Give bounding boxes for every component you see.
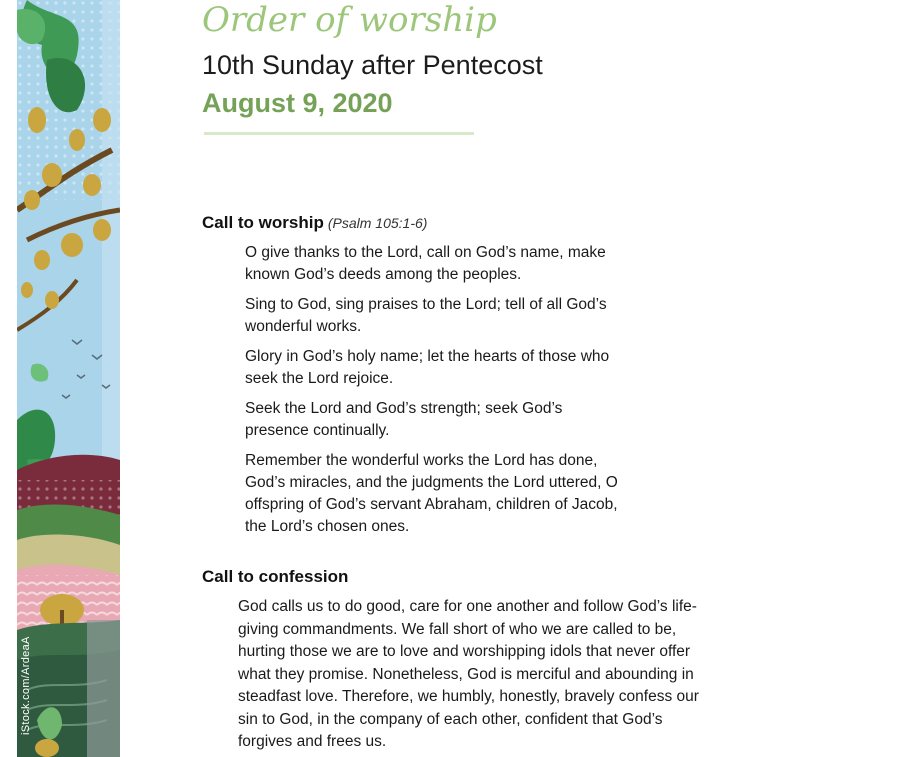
call-to-worship-label: Call to worship (202, 213, 324, 232)
verse-3: Glory in God’s holy name; let the hearts of those who seek the Lord rejoice. (245, 348, 610, 387)
psalm-reference: (Psalm 105:1-6) (327, 215, 428, 231)
verse-1: O give thanks to the Lord, call on God’s name, make known God’s deeds among the peoples. (245, 244, 606, 283)
service-subtitle: 10th Sunday after Pentecost (202, 50, 543, 80)
verse-4: Seek the Lord and God’s strength; seek God’s presence continually. (245, 400, 563, 439)
nature-illustration-graphic (17, 0, 120, 757)
call-to-worship-heading (202, 212, 427, 234)
photo-credit: iStock.com/ArdeaA (20, 636, 32, 735)
service-date: August 9, 2020 (202, 88, 393, 118)
header-divider (204, 132, 474, 135)
order-of-worship-title: Order of worship (202, 0, 497, 40)
decorative-illustration (17, 0, 120, 757)
call-to-worship-verses (245, 242, 665, 546)
verse-2: Sing to God, sing praises to the Lord; tell of all God’s wonderful works. (245, 296, 607, 335)
call-to-confession-heading: Call to confession (202, 567, 349, 586)
verse-5: Remember the wonderful works the Lord has done, God’s miracles, and the judgments the Lord uttered, O offspring of God’s servant Abraham, children of Jacob, the Lord’s chosen ones. (245, 452, 618, 535)
call-to-confession-text: God calls us to do good, care for one another and follow God’s life-giving commandments. We fall short of who we are called to be, hurting those we are to love and worshipping idols that never offer what they promise. Nonetheless, God is merciful and abounding in steadfast love. Therefore, we humbly, honestly, bravely confess our sin to God, in the company of each other, confident that God’s forgives and frees us. (238, 598, 699, 750)
